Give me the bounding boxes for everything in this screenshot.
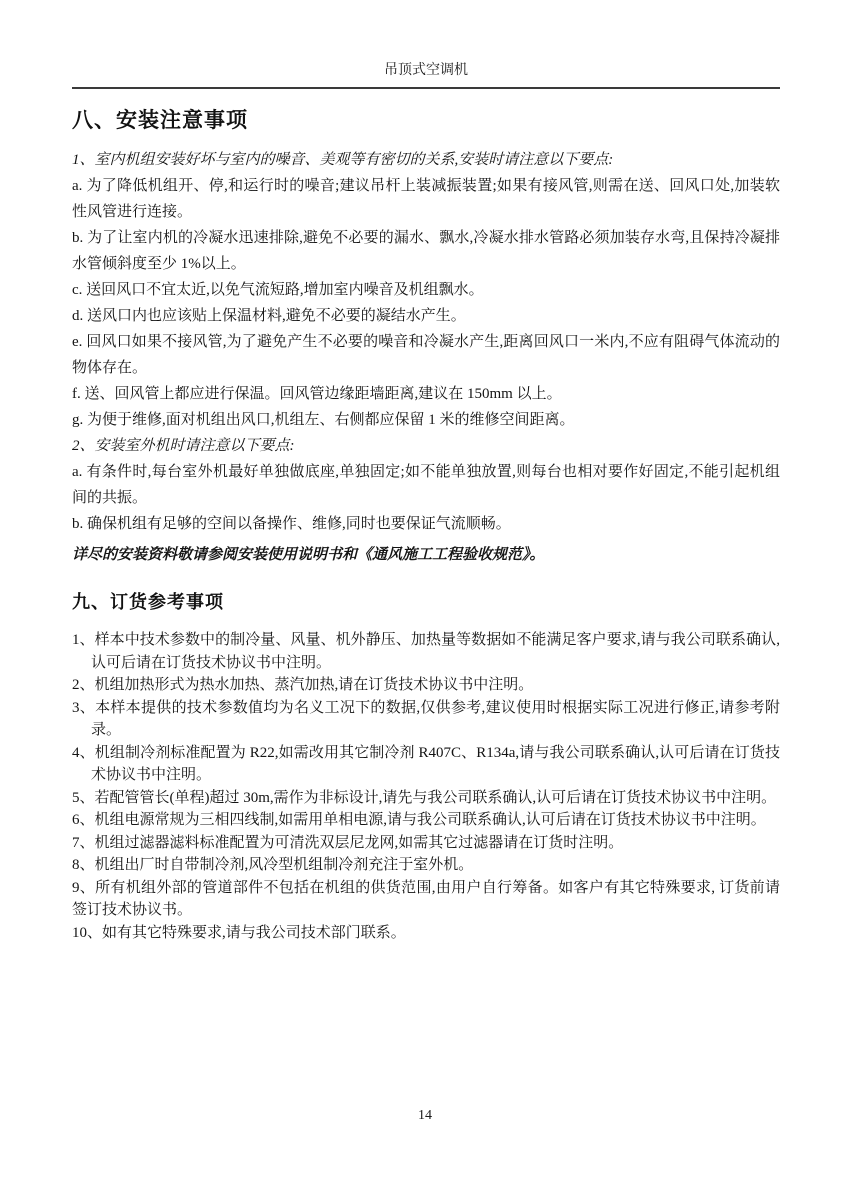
item-text: 机组制冷剂标准配置为 R22,如需改用其它制冷剂 R407C、R134a,请与我公司联系确认,认可后请在订货技术协议书中注明。 (91, 744, 780, 783)
item-text: 如有其它特殊要求,请与我公司技术部门联系。 (102, 924, 406, 941)
section8-point-1e: e. 回风口如果不接风管,为了避免产生不必要的噪音和冷凝水产生,距离回风口一米内,不应有阻碍气体流动的物体存在。 (72, 334, 780, 376)
section8-point-2a: a. 有条件时,每台室外机最好单独做底座,单独固定;如不能单独放置,则每台也相对要作好固定,不能引起机组间的共振。 (72, 464, 780, 506)
item-text: 若配管管长(单程)超过 30m,需作为非标设计,请先与我公司联系确认,认可后请在订货技术协议书中注明。 (94, 789, 777, 806)
order-item-7 (72, 832, 780, 855)
header-rule (72, 87, 780, 89)
item-number: 3、 (72, 699, 96, 716)
header-title: 吊顶式空调机 (384, 63, 468, 78)
section8-title: 八、安装注意事项 (72, 109, 248, 132)
item-number: 10、 (72, 924, 103, 941)
order-item-5 (72, 787, 780, 810)
section8-point-1a: a. 为了降低机组开、停,和运行时的噪音;建议吊杆上装减振装置;如果有接风管,则需在送、回风口处,加装软性风管进行连接。 (72, 178, 780, 220)
item-number: 4、 (72, 744, 95, 761)
order-item-6 (72, 809, 780, 832)
item-number: 8、 (72, 857, 95, 873)
section8-point-2b: b. 确保机组有足够的空间以备操作、维修,同时也要保证气流顺畅。 (72, 516, 511, 532)
section8-point-1f: f. 送、回风管上都应进行保温。回风管边缘距墙距离,建议在 150mm 以上。 (72, 386, 562, 402)
order-item-9 (72, 877, 780, 922)
item-number: 6、 (72, 812, 95, 828)
installation-notes-section (72, 104, 780, 568)
item-text: 机组电源常规为三相四线制,如需用单相电源,请与我公司联系确认,认可后请在订货技术协议书中注明。 (94, 812, 766, 828)
order-item-2 (72, 674, 780, 697)
section9-title: 九、订货参考事项 (72, 592, 224, 612)
page-footer (0, 1108, 850, 1124)
order-item-8 (72, 854, 780, 877)
section8-point-1g: g. 为便于维修,面对机组出风口,机组左、右侧都应保留 1 米的维修空间距离。 (72, 412, 575, 428)
item-number: 5、 (72, 789, 95, 806)
section8-intro-1: 1、室内机组安装好坏与室内的噪音、美观等有密切的关系,安装时请注意以下要点: (72, 152, 614, 168)
page-header (72, 60, 780, 82)
item-number: 1、 (72, 632, 95, 648)
item-text: 样本中技术参数中的制冷量、风量、机外静压、加热量等数据如不能满足客户要求,请与我公司联系确认,认可后请在订货技术协议书中注明。 (91, 632, 780, 671)
item-number: 7、 (72, 834, 95, 851)
item-number: 9、 (72, 879, 96, 896)
order-item-1 (72, 629, 780, 674)
item-text: 机组出厂时自带制冷剂,风冷型机组制冷剂充注于室外机。 (94, 857, 474, 873)
order-item-4 (72, 742, 780, 787)
item-text: 本样本提供的技术参数值均为名义工况下的数据,仅供参考,建议使用时根据实际工况进行修正,请参考附录。 (91, 699, 780, 738)
section8-point-1d: d. 送风口内也应该贴上保温材料,避免不必要的凝结水产生。 (72, 308, 466, 324)
section8-point-1b: b. 为了让室内机的冷凝水迅速排除,避免不必要的漏水、飘水,冷凝水排水管路必须加装存水弯,且保持冷凝排水管倾斜度至少 1%以上。 (72, 230, 780, 272)
section8-intro-2: 2、安装室外机时请注意以下要点: (72, 438, 295, 454)
order-item-10 (72, 922, 780, 945)
item-text: 所有机组外部的管道部件不包括在机组的供货范围,由用户自行筹备。如客户有其它特殊要求, 订货前请签订技术协议书。 (72, 879, 780, 918)
item-text: 机组加热形式为热水加热、蒸汽加热,请在订货技术协议书中注明。 (94, 677, 534, 693)
page-number: 14 (418, 1108, 432, 1123)
ordering-notes-section (72, 588, 780, 944)
order-item-3 (72, 697, 780, 742)
section8-reference-note: 详尽的安装资料敬请参阅安装使用说明书和《通风施工工程验收规范》。 (72, 547, 545, 563)
item-number: 2、 (72, 677, 95, 693)
item-text: 机组过滤器滤料标准配置为可清洗双层尼龙网,如需其它过滤器请在订货时注明。 (94, 834, 624, 851)
section8-point-1c: c. 送回风口不宜太近,以免气流短路,增加室内噪音及机组飘水。 (72, 282, 484, 298)
